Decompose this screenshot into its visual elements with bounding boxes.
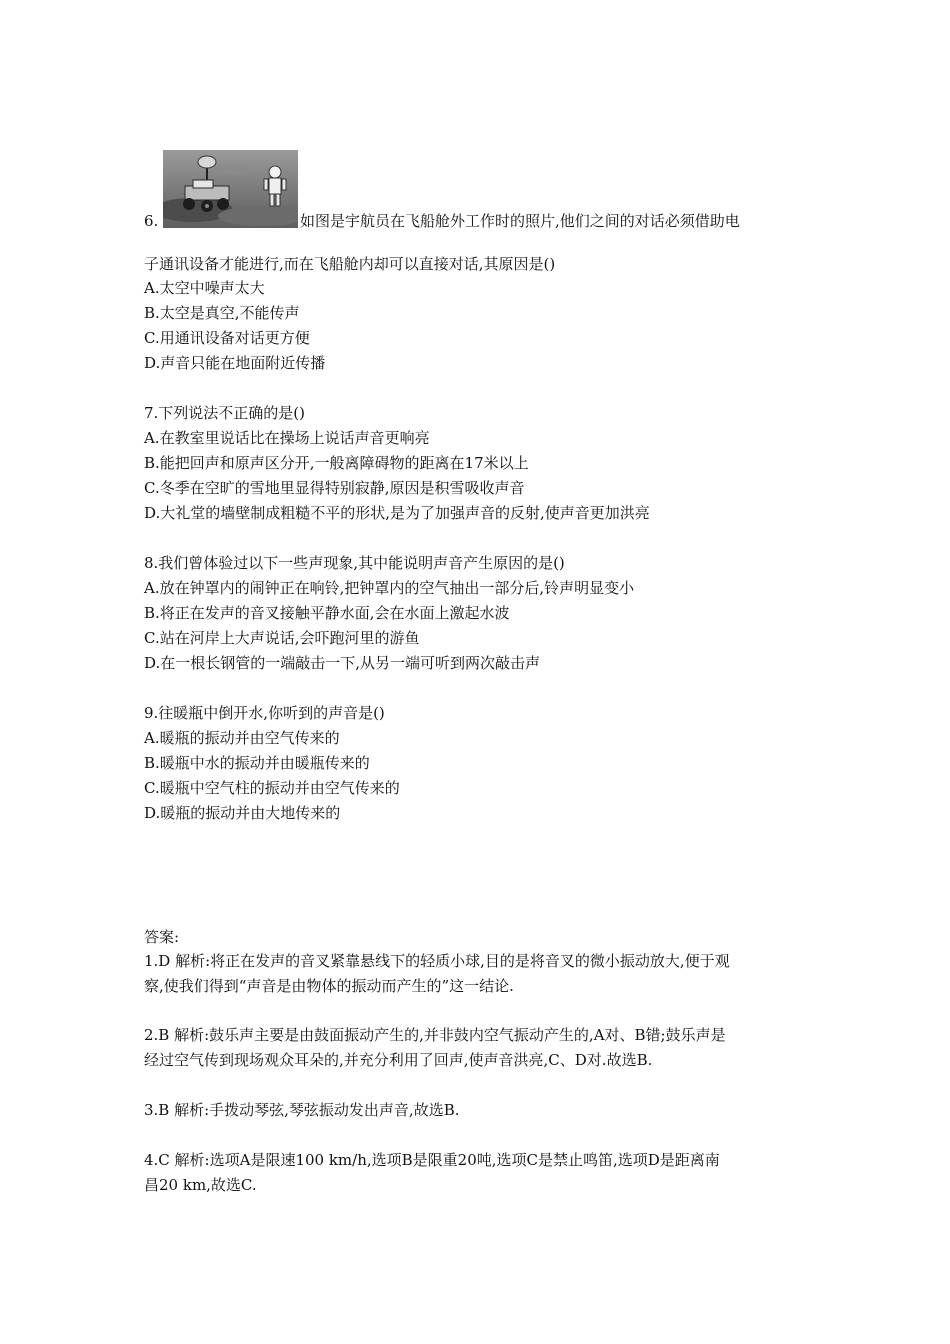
answer-1-line1: 1.D 解析:将正在发声的音叉紧靠悬线下的轻质小球,目的是将音叉的微小振动放大,便于观 — [144, 952, 730, 970]
question-6-number: 6. — [144, 212, 159, 230]
answer-1-line2: 察,使我们得到“声音是由物体的振动而产生的”这一结论. — [144, 977, 514, 995]
answers-heading: 答案: — [144, 928, 180, 946]
question-8-option-b: B.将正在发声的音叉接触平静水面,会在水面上激起水波 — [144, 604, 510, 622]
answer-3-line1: 3.B 解析:手拨动琴弦,琴弦振动发出声音,故选B. — [144, 1101, 460, 1119]
question-6-option-a: A.太空中噪声太大 — [144, 279, 265, 297]
question-7-option-b: B.能把回声和原声区分开,一般离障碍物的距离在17米以上 — [144, 454, 529, 472]
question-6-option-d: D.声音只能在地面附近传播 — [144, 354, 326, 372]
answer-2-line1: 2.B 解析:鼓乐声主要是由鼓面振动产生的,并非鼓内空气振动产生的,A对、B错;鼓乐声是 — [144, 1026, 726, 1044]
question-8-option-c: C.站在河岸上大声说话,会吓跑河里的游鱼 — [144, 629, 420, 647]
question-6-stem-line2: 子通讯设备才能进行,而在飞船舱内却可以直接对话,其原因是() — [144, 255, 556, 273]
question-9-option-b: B.暖瓶中水的振动并由暖瓶传来的 — [144, 754, 370, 772]
question-9-option-d: D.暖瓶的振动并由大地传来的 — [144, 804, 341, 822]
question-6-option-c: C.用通讯设备对话更方便 — [144, 329, 310, 347]
question-6-stem-line1: 如图是宇航员在飞船舱外工作时的照片,他们之间的对话必须借助电 — [300, 212, 740, 230]
answer-4-line2: 昌20 km,故选C. — [144, 1176, 257, 1194]
question-9-stem: 9.往暖瓶中倒开水,你听到的声音是() — [144, 704, 385, 722]
question-8-stem: 8.我们曾体验过以下一些声现象,其中能说明声音产生原因的是() — [144, 554, 565, 572]
question-7-stem: 7.下列说法不正确的是() — [144, 404, 306, 422]
question-6-option-b: B.太空是真空,不能传声 — [144, 304, 300, 322]
question-9-option-c: C.暖瓶中空气柱的振动并由空气传来的 — [144, 779, 400, 797]
question-9-option-a: A.暖瓶的振动并由空气传来的 — [144, 729, 340, 747]
question-8-option-d: D.在一根长钢管的一端敲击一下,从另一端可听到两次敲击声 — [144, 654, 541, 672]
question-7-option-c: C.冬季在空旷的雪地里显得特别寂静,原因是积雪吸收声音 — [144, 479, 525, 497]
answer-4-line1: 4.C 解析:选项A是限速100 km/h,选项B是限重20吨,选项C是禁止鸣笛,选项D是距离南 — [144, 1151, 720, 1169]
answer-2-line2: 经过空气传到现场观众耳朵的,并充分利用了回声,使声音洪亮,C、D对.故选B. — [144, 1051, 653, 1069]
question-7-option-a: A.在教室里说话比在操场上说话声音更响亮 — [144, 429, 430, 447]
question-7-option-d: D.大礼堂的墙壁制成粗糙不平的形状,是为了加强声音的反射,使声音更加洪亮 — [144, 504, 650, 522]
astronaut-photo — [163, 150, 298, 228]
question-8-option-a: A.放在钟罩内的闹钟正在响铃,把钟罩内的空气抽出一部分后,铃声明显变小 — [144, 579, 635, 597]
